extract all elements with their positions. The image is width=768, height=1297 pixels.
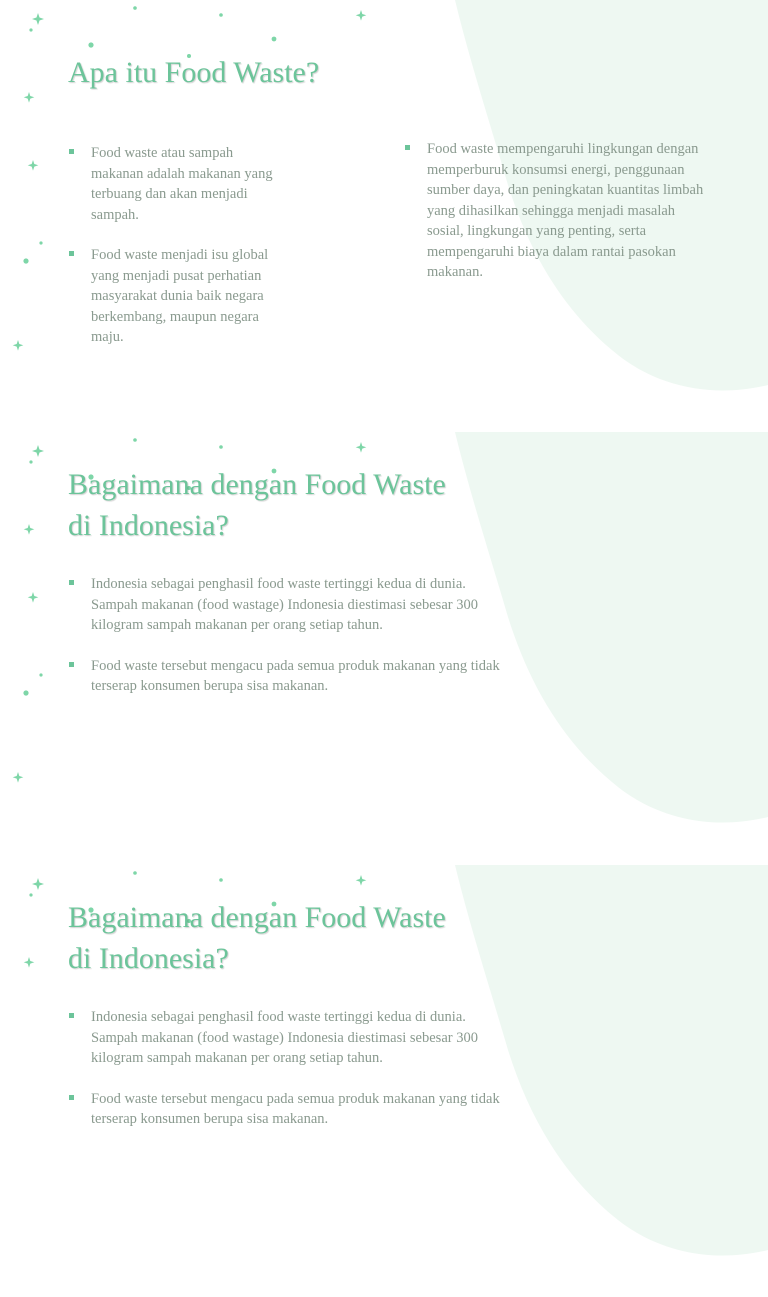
slide-title: Apa itu Food Waste? [68,56,320,89]
slide-title: Bagaimana dengan Food Waste di Indonesia? [68,901,446,975]
bullet-text: Food waste mempengaruhi lingkungan dengan memperburuk konsumsi energi, penggunaan sumber daya, dan peningkatan kuantitas limbah yang dihasilkan sehingga menjadi masalah sosial, lingkungan yang penting, serta mempengaruhi biaya dalam rantai pasokan makanan. [427,141,704,280]
bullet-text: Food waste menjadi isu global yang menjadi pusat perhatian masyarakat dunia baik negara berkembang, maupun negara maju. [91,247,269,345]
list-item [68,143,283,225]
list-item [68,574,500,636]
bullet-text: Indonesia sebagai penghasil food waste tertinggi kedua di dunia. Sampah makanan (food wastage) Indonesia diestimasi sebesar 300 kilogram sampah makanan per orang setiap tahun. [91,576,478,633]
list-item [68,1007,500,1069]
bullet-icon [69,1013,74,1018]
bullet-text: Food waste atau sampah makanan adalah makanan yang terbuang dan akan menjadi sampah. [91,145,273,223]
bullet-icon [69,149,74,154]
slide-1 [0,0,768,432]
bullet-text: Food waste tersebut mengacu pada semua produk makanan yang tidak terserap konsumen berupa sisa makanan. [91,1090,500,1127]
list-item [68,656,500,697]
bullet-icon [69,1095,74,1100]
slide-2 [0,432,768,864]
sparkle-decoration-top [0,0,768,60]
bullet-list [68,574,500,717]
bullet-list-right [404,139,704,303]
bullet-icon [69,580,74,585]
slide-3 [0,865,768,1127]
bullet-list-left [68,143,283,368]
bullet-list [68,1007,500,1150]
slide-title: Bagaimana dengan Food Waste di Indonesia? [68,468,446,542]
list-item [68,245,283,348]
bullet-text: Food waste tersebut mengacu pada semua produk makanan yang tidak terserap konsumen berupa sisa makanan. [91,657,500,694]
list-item [68,1089,500,1130]
list-item [404,139,704,283]
bullet-icon [69,251,74,256]
bullet-icon [405,145,410,150]
bullet-icon [69,662,74,667]
bullet-text: Indonesia sebagai penghasil food waste tertinggi kedua di dunia. Sampah makanan (food wastage) Indonesia diestimasi sebesar 300 kilogram sampah makanan per orang setiap tahun. [91,1009,478,1066]
